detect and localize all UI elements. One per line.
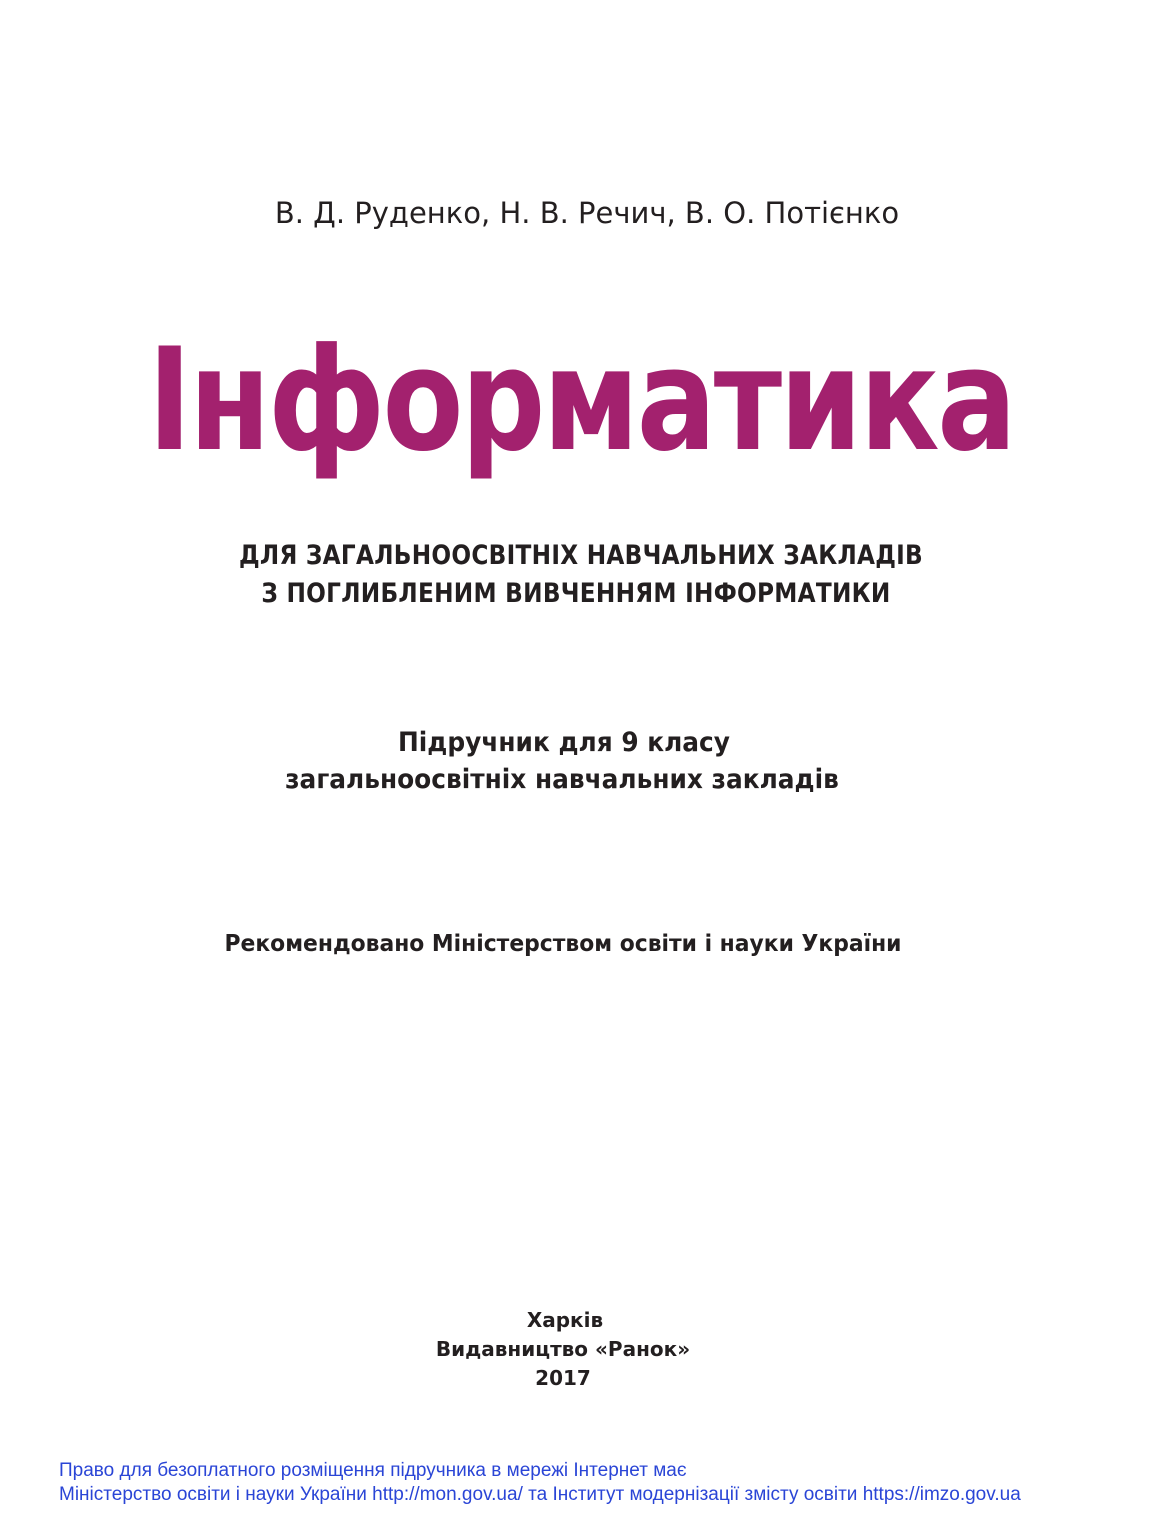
book-title: Інформатика	[147, 318, 1015, 483]
imprint-city: Харків	[526, 1308, 604, 1332]
subtitle-line-2: З ПОГЛИБЛЕНИМ ВИВЧЕННЯМ ІНФОРМАТИКИ	[261, 578, 891, 609]
distribution-notice-line-2: Міністерство освіти і науки України http://mon.gov.ua/ та Інститут модернізації змісту освіти https://imzo.gov.ua	[59, 1484, 1021, 1505]
book-type-line-2: загальноосвітніх навчальних закладів	[285, 764, 839, 795]
subtitle-line-1: ДЛЯ ЗАГАЛЬНООСВІТНІХ НАВЧАЛЬНИХ ЗАКЛАДІВ	[238, 540, 924, 571]
book-type-line-1: Підручник для 9 класу	[397, 727, 730, 758]
distribution-notice-line-1: Право для безоплатного розміщення підручника в мережі Інтернет має	[59, 1460, 687, 1481]
imprint-publisher: Видавництво «Ранок»	[435, 1337, 691, 1361]
imprint-year: 2017	[535, 1366, 591, 1390]
ministry-recommendation: Рекомендовано Міністерством освіти і науки України	[224, 931, 902, 957]
authors: В. Д. Руденко, Н. В. Речич, В. О. Потієнко	[274, 196, 900, 230]
